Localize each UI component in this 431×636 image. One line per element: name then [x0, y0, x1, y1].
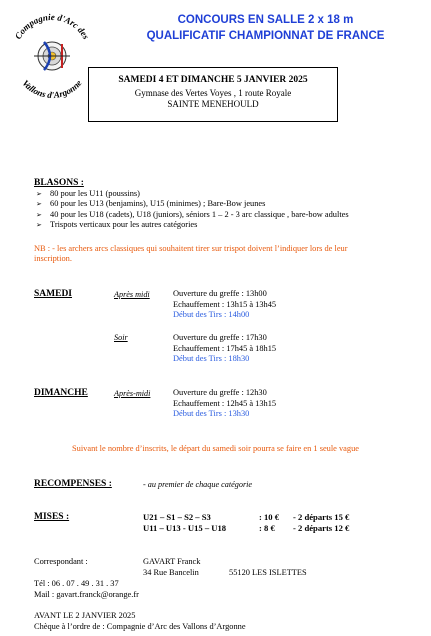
- echauffement-time: Echauffement : 13h15 à 13h45: [173, 299, 277, 309]
- greffe-time: Ouverture du greffe : 12h30: [173, 388, 267, 397]
- recompenses-text: - au premier de chaque catégorie: [143, 480, 253, 489]
- mises-categories: U21 – S1 – S2 – S3: [143, 512, 211, 522]
- correspondant-street: 34 Rue Bancelin: [143, 568, 199, 577]
- event-venue: Gymnase des Vertes Voyes , 1 route Royale: [134, 88, 292, 98]
- blason-item: ➢ 40 pour les U18 (cadets), U18 (juniors), séniors 1 – 2 - 3 arc classique , bare-bow adultes: [34, 210, 429, 220]
- mises-title: MISES :: [34, 512, 70, 522]
- event-city: SAINTE MENEHOULD: [167, 99, 259, 109]
- contact-phone: Tél : 06 . 07 . 49 . 31 . 37: [34, 579, 119, 588]
- dimanche-label: DIMANCHE: [34, 388, 88, 398]
- svg-text:Vallons d'Argonne: [20, 78, 83, 100]
- mises-row: [143, 523, 431, 534]
- correspondant-name: GAVART Franck: [143, 557, 201, 566]
- correspondant-city: 55120 LES ISLETTES: [229, 568, 307, 577]
- event-info-box: [88, 67, 338, 122]
- cheque-info: Chèque à l’ordre de : Compagnie d’Arc des Vallons d’Argonne: [34, 622, 246, 631]
- samedi-session-2: [173, 333, 276, 365]
- mises-departs: - 2 départs 15 €: [293, 512, 350, 522]
- mises-departs: - 2 départs 12 €: [293, 523, 350, 533]
- blason-item: ➢ 80 pour les U11 (poussins): [34, 189, 429, 199]
- title-line-2: QUALIFICATIF CHAMPIONNAT DE FRANCE: [146, 30, 385, 42]
- samedi-session-1: [173, 289, 276, 321]
- event-dates: SAMEDI 4 ET DIMANCHE 5 JANVIER 2025: [118, 75, 308, 85]
- echauffement-time: Echauffement : 12h45 à 13h15: [173, 398, 277, 408]
- tirs-time: Début des Tirs : 14h00: [173, 310, 250, 319]
- dimanche-session-1: [173, 388, 276, 420]
- correspondant-label: Correspondant :: [34, 557, 88, 566]
- title-line-1: CONCOURS EN SALLE 2 x 18 m: [177, 14, 354, 26]
- blasons-title: BLASONS :: [34, 178, 84, 188]
- nb-line-2: inscription.: [34, 254, 72, 263]
- logo-text-top: Compagnie d'Arc des: [12, 11, 92, 41]
- samedi-period-1: Après midi: [114, 290, 150, 299]
- registration-deadline: AVANT LE 2 JANVIER 2025: [34, 611, 136, 620]
- greffe-time: Ouverture du greffe : 13h00: [173, 289, 267, 298]
- nb-line-1: NB : - les archers arcs classiques qui souhaitent tirer sur trispot doivent l’indiquer lors de leur: [34, 244, 348, 253]
- schedule-note: Suivant le nombre d’inscrits, le départ du samedi soir pourra se faire en 1 seule vague: [72, 444, 359, 453]
- mises-table: [143, 512, 431, 534]
- mises-price: : 10 €: [259, 512, 280, 522]
- echauffement-time: Echauffement : 17h45 à 18h15: [173, 343, 277, 353]
- logo-text-bottom: Vallons d'Argonne: [20, 77, 84, 100]
- samedi-period-2: Soir: [114, 333, 128, 342]
- mises-price: : 8 €: [259, 523, 275, 533]
- blason-item: ➢ 60 pour les U13 (benjamins), U15 (minimes) ; Bare-Bow jeunes: [34, 199, 429, 209]
- tirs-time: Début des Tirs : 13h30: [173, 409, 250, 418]
- mises-row: [143, 512, 431, 523]
- blasons-list: [34, 189, 429, 230]
- nb-note: [34, 244, 426, 264]
- mises-categories: U11 – U13 - U15 – U18: [143, 523, 227, 533]
- contact-email[interactable]: Mail : gavart.franck@orange.fr: [34, 590, 139, 599]
- dimanche-period-1: Après-midi: [114, 389, 151, 398]
- samedi-label: SAMEDI: [34, 289, 73, 299]
- greffe-time: Ouverture du greffe : 17h30: [173, 333, 267, 342]
- svg-text:Compagnie d'Arc des: [13, 12, 92, 41]
- blason-item: ➢ Trispots verticaux pour les autres catégories: [34, 220, 429, 230]
- recompenses-title: RECOMPENSES :: [34, 479, 112, 489]
- tirs-time: Début des Tirs : 18h30: [173, 354, 250, 363]
- club-logo: [4, 4, 100, 100]
